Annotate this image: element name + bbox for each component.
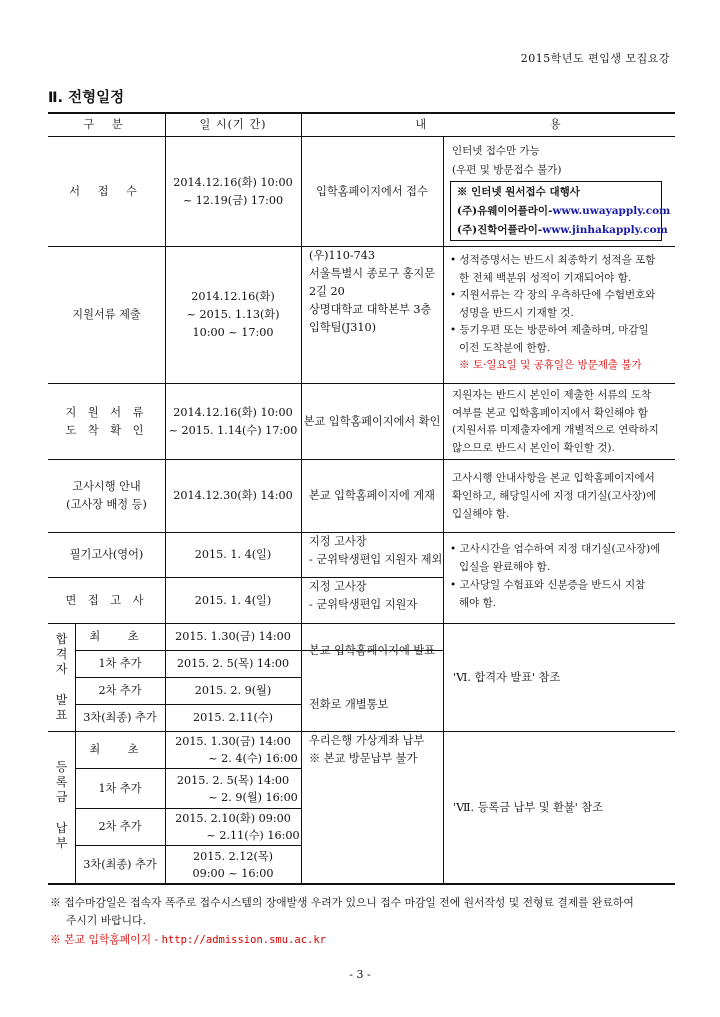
row-docs-date: 2014.12.16(화) ~ 2015. 1.13(화) 10:00 ~ 17:00 (186, 290, 280, 339)
announce-r2-date: 2015. 2. 5(목) 14:00 (176, 657, 290, 670)
row-guide-date: 2014.12.30(화) 14:00 (173, 489, 293, 502)
tuition-r3-date: 2015. 2.10(화) 09:00 ~ 2.11(수) 16:00 (175, 812, 300, 842)
agency-link-uway[interactable]: www.uwayapply.com (552, 205, 671, 217)
announce-r3-label: 2차 추가 (98, 684, 142, 697)
tuition-r3-label: 2차 추가 (98, 820, 142, 833)
announce-r3-date: 2015. 2. 9(월) (194, 684, 272, 697)
row-docs-notes: • 성적증명서는 반드시 최종학기 성적을 포함 한 전체 백분위 성적이 기재되어야 함. • 지원서류는 각 장의 우측하단에 수험번호와 성명을 반드시 기재할 것. • 등기우편 또는 방문하여 제출하며, 마감일 이전 도착분에 한함. ※ 토·일요일 및 공휴일은 방문제출 불가 (450, 254, 656, 371)
column-header-datetime: 일 시(기 간) (199, 118, 267, 131)
row-docs-label: 지원서류 제출 (72, 308, 141, 321)
row-interview-date: 2015. 1. 4(일) (194, 593, 272, 607)
row-guide-notes: 고사시행 안내사항을 본교 입학홈페이지에서 확인하고, 해당일시에 지정 대기실(고사장)에 입실해야 함. (452, 472, 657, 520)
row-docs-address: (우)110-743 서울특별시 종로구 홍지문 2길 20 상명대학교 대학본부 3층 입학팀(J310) (309, 249, 435, 334)
announce-r1-date: 2015. 1.30(금) 14:00 (175, 630, 291, 643)
row-confirm-content: 본교 입학홈페이지에서 확인 (303, 414, 441, 428)
row-interview-content: 지정 고사장 - 군위탁생편입 지원자 (309, 580, 418, 611)
footnote-deadline: ※ 접수마감일은 접속자 폭주로 접수시스템의 장애발생 우려가 있으니 접수 마감일 전에 원서작성 및 전형료 결제를 완료하여 (50, 896, 634, 909)
row-apply-date: 2014.12.16(화) 10:00 ~ 12.19(금) 17:00 (173, 175, 293, 207)
row-apply-note: 인터넷 접수만 가능 (우편 및 방문접수 불가) (452, 145, 562, 176)
row-confirm-date: 2014.12.16(화) 10:00 ~ 2015. 1.14(수) 17:00 (168, 405, 298, 437)
tuition-r1-label: 최 초 (89, 743, 151, 756)
tuition-content: 우리은행 가상계좌 납부 ※ 본교 방문납부 불가 (309, 734, 425, 765)
announce-r2-label: 1차 추가 (98, 657, 142, 670)
footnote-deadline-cont: 주시기 바랍니다. (66, 914, 146, 927)
tuition-r1-date: 2015. 1.30(금) 14:00 ~ 2. 4(수) 16:00 (175, 735, 298, 765)
document-header: 2015학년도 편입생 모집요강 (520, 52, 670, 65)
row-interview-label: 면 접 고 사 (65, 593, 148, 607)
announce-group-label: 합 격 자 발 표 (55, 632, 68, 722)
exam-notes: • 고사시간을 엄수하여 지정 대기실(고사장)에 입실을 완료해야 함. • 고사당일 수험표와 신분증을 반드시 지참 해야 함. (450, 543, 661, 609)
announce-r1-label: 최 초 (89, 630, 151, 643)
row-written-date: 2015. 1. 4(일) (194, 548, 272, 561)
tuition-r4-label: 3차(최종) 추가 (83, 857, 157, 871)
homepage-line: ※ 본교 입학홈페이지 - http://admission.smu.ac.kr (50, 933, 326, 946)
announce-r4-label: 3차(최종) 추가 (83, 711, 157, 724)
row-apply-content: 입학홈페이지에서 접수 (316, 184, 428, 198)
tuition-r4-date: 2015. 2.12(목) 09:00 ~ 16:00 (192, 849, 274, 880)
row-apply-label: 서 접 수 (69, 184, 144, 198)
tuition-r2-date: 2015. 2. 5(목) 14:00 ~ 2. 9(월) 16:00 (176, 773, 298, 804)
tuition-ref: 'Ⅶ. 등록금 납부 및 환불' 참조 (453, 800, 603, 814)
announce-content-phone: 전화로 개별통보 (309, 697, 389, 711)
column-header-category: 구 분 (83, 118, 130, 131)
row-confirm-notes: 지원자는 반드시 본인이 제출한 서류의 도착 여부를 본교 입학홈페이지에서 확인해야 함 (지원서류 미제출자에게 개별적으로 연락하지 않으므로 반드시 본인이 확인할 것). (452, 389, 659, 454)
announce-content-web: 본교 입학홈페이지에 발표 (309, 643, 435, 657)
tuition-r2-label: 1차 추가 (98, 781, 142, 795)
homepage-link[interactable]: http://admission.smu.ac.kr (161, 934, 326, 946)
tuition-group-label: 등 록 금 납 부 (55, 760, 68, 850)
announce-ref: 'Ⅵ. 합격자 발표' 참조 (453, 670, 561, 684)
agency-box: ※ 인터넷 원서접수 대행사 (주)유웨이어플라이-www.uwayapply.com (주)진학어플라이-www.jinhakapply.com (450, 181, 662, 241)
row-guide-label: 고사시행 안내 (고사장 배정 등) (66, 480, 147, 511)
agency-link-jinhak[interactable]: www.jinhakapply.com (542, 224, 668, 236)
row-confirm-label: 지 원 서 류 도 착 확 인 (65, 405, 148, 437)
page-number: - 3 - (349, 968, 371, 981)
section-title: Ⅱ. 전형일정 (48, 90, 125, 106)
column-header-content: 내 용 (415, 118, 561, 131)
row-written-content: 지정 고사장 - 군위탁생편입 지원자 제외 (309, 535, 443, 566)
row-guide-content: 본교 입학홈페이지에 게재 (309, 489, 435, 502)
row-written-label: 필기고사(영어) (69, 548, 144, 561)
announce-r4-date: 2015. 2.11(수) (192, 711, 274, 724)
